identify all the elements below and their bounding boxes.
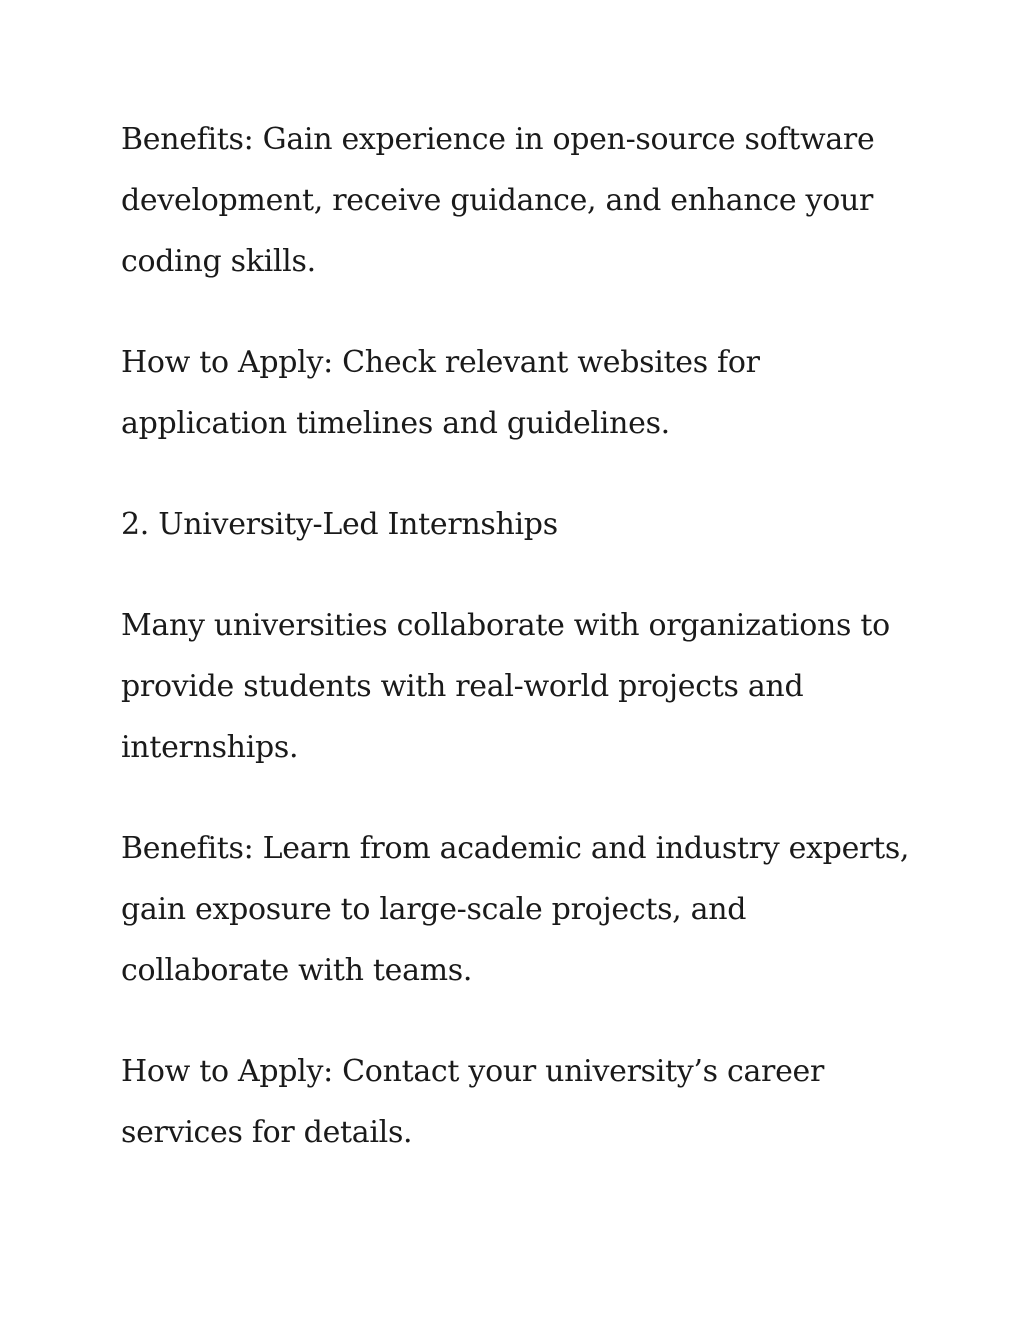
how-to-apply-paragraph-university: How to Apply: Contact your university’s career services for details. xyxy=(121,1054,825,1150)
section-heading-university-led-internships: 2. University-Led Internships xyxy=(121,507,558,542)
university-internships-description: Many universities collaborate with organizations to provide students with real-world projects and internships. xyxy=(121,608,890,765)
document-body xyxy=(121,109,911,1203)
how-to-apply-paragraph-open-source: How to Apply: Check relevant websites for application timelines and guidelines. xyxy=(121,345,760,441)
benefits-paragraph-open-source: Benefits: Gain experience in open-source software development, receive guidance, and enhance your coding skills. xyxy=(121,122,875,279)
benefits-paragraph-university: Benefits: Learn from academic and industry experts, gain exposure to large-scale projects, and collaborate with teams. xyxy=(121,831,910,988)
